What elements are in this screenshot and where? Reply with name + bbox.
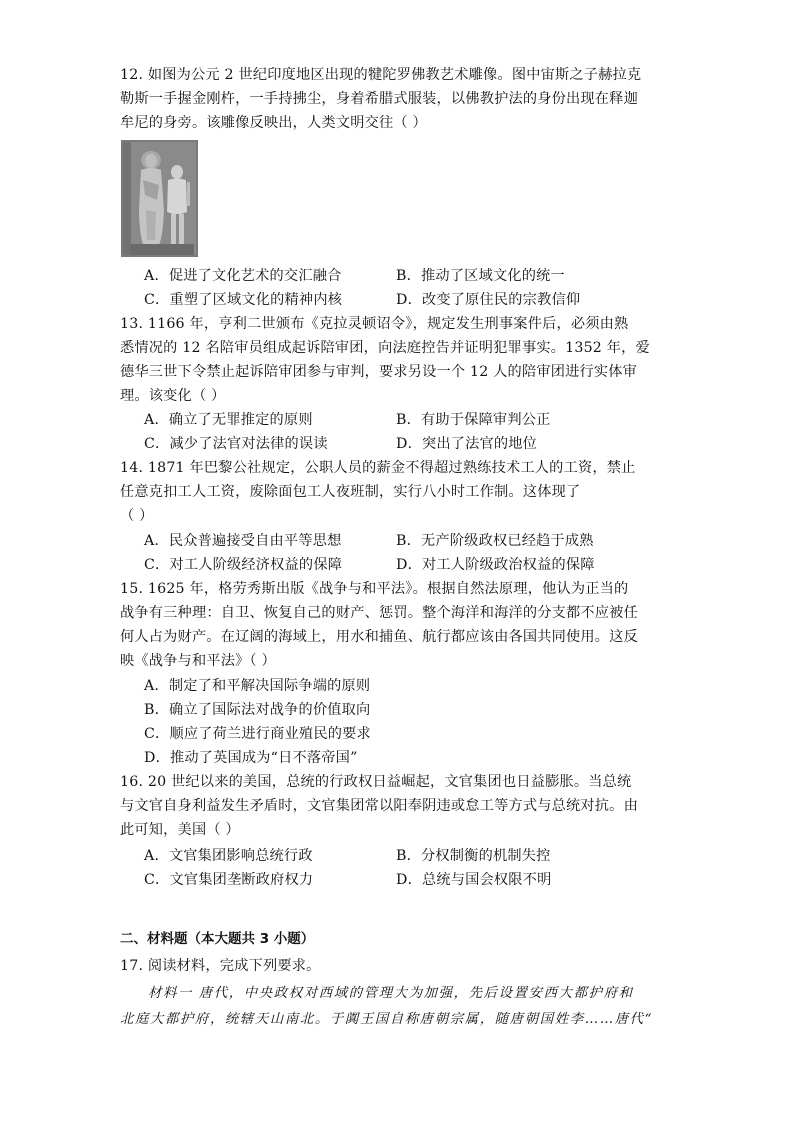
q12-line-2: 勒斯一手握金刚杵，一手持拂尘，身着希腊式服装，以佛教护法的身份出现在释迦 xyxy=(120,91,638,107)
q13-option-d[interactable]: D．突出了法官的地位 xyxy=(396,436,538,452)
q14-line-2: 任意克扣工人工资，废除面包工人夜班制，实行八小时工作制。这体现了 xyxy=(120,484,581,500)
q13-line-2: 悉情况的 12 名陪审员组成起诉陪审团，向法庭控告并证明犯罪事实。1352 年，爱 xyxy=(120,340,650,356)
q17-material-line-2: 北庭大都护府，统辖天山南北。于阗王国自称唐朝宗属，随唐朝国姓李……唐代“ xyxy=(120,1012,654,1027)
q12-option-a[interactable]: A．促进了文化艺术的交汇融合 xyxy=(144,268,342,284)
q16-line-3: 此可知，美国（ ） xyxy=(120,822,240,838)
q13-option-c[interactable]: C．减少了法官对法律的误读 xyxy=(144,436,328,452)
q15-line-2: 战争有三种理：自卫、恢复自己的财产、惩罚。整个海洋和海洋的分支都不应被任 xyxy=(120,605,638,621)
section-heading: 二、材料题（本大题共 3 小题） xyxy=(120,931,315,947)
q12-line-1: 12. 如图为公元 2 世纪印度地区出现的犍陀罗佛教艺术雕像。图中宙斯之子赫拉克 xyxy=(120,67,642,83)
q16-option-a[interactable]: A．文官集团影响总统行政 xyxy=(144,848,313,864)
q15-line-3: 何人占为财产。在辽阔的海域上，用水和捕鱼、航行都应该由各国共同使用。这反 xyxy=(120,629,638,645)
q15-line-4: 映《战争与和平法》（ ） xyxy=(120,653,276,669)
q14-option-c[interactable]: C．对工人阶级经济权益的保障 xyxy=(144,557,343,573)
q17-line-1: 17. 阅读材料，完成下列要求。 xyxy=(120,958,321,974)
q16-option-b[interactable]: B．分权制衡的机制失控 xyxy=(396,848,551,864)
q13-line-3: 德华三世下令禁止起诉陪审团参与审判，要求另设一个 12 人的陪审团进行实体审 xyxy=(120,364,638,380)
q12-option-d[interactable]: D．改变了原住民的宗教信仰 xyxy=(396,292,581,308)
q16-line-2: 与文官自身利益发生矛盾时，文官集团常以阳奉阴违或怠工等方式与总统对抗。由 xyxy=(120,798,638,814)
sculpture-drawing xyxy=(121,140,198,257)
q14-option-b[interactable]: B．无产阶级政权已经趋于成熟 xyxy=(396,533,594,549)
gandhara-sculpture-image xyxy=(121,140,198,257)
q12-option-c[interactable]: C．重塑了区域文化的精神内核 xyxy=(144,292,343,308)
q16-option-d[interactable]: D．总统与国会权限不明 xyxy=(396,872,552,888)
q17-material-line-1: 材料一 唐代，中央政权对西域的管理大为加强，先后设置安西大都护府和 xyxy=(148,986,634,1001)
q13-option-b[interactable]: B．有助于保障审判公正 xyxy=(396,412,551,428)
q12-option-b[interactable]: B．推动了区域文化的统一 xyxy=(396,268,565,284)
q14-line-1: 14. 1871 年巴黎公社规定，公职人员的薪金不得超过熟练技术工人的工资，禁止 xyxy=(120,460,636,476)
q15-option-d[interactable]: D．推动了英国成为“日不落帝国” xyxy=(144,750,358,766)
q16-option-c[interactable]: C．文官集团垄断政府权力 xyxy=(144,872,314,888)
q15-option-c[interactable]: C．顺应了荷兰进行商业殖民的要求 xyxy=(144,726,371,742)
q16-line-1: 16. 20 世纪以来的美国，总统的行政权日益崛起，文官集团也日益膨胀。当总统 xyxy=(120,774,632,790)
q15-option-b[interactable]: B．确立了国际法对战争的价值取向 xyxy=(144,702,371,718)
q14-option-a[interactable]: A．民众普遍接受自由平等思想 xyxy=(144,533,342,549)
q13-line-4: 理。该变化（ ） xyxy=(120,388,226,404)
q12-line-3: 牟尼的身旁。该雕像反映出，人类文明交往（ ） xyxy=(120,115,427,131)
q14-option-d[interactable]: D．对工人阶级政治权益的保障 xyxy=(396,557,595,573)
q13-line-1: 13. 1166 年，亨利二世颁布《克拉灵顿诏令》，规定发生刑事案件后，必须由熟 xyxy=(120,316,629,332)
q14-line-3: （ ） xyxy=(120,508,154,524)
q15-line-1: 15. 1625 年，格劳秀斯出版《战争与和平法》。根据自然法原理，他认为正当的 xyxy=(120,581,629,597)
q13-option-a[interactable]: A．确立了无罪推定的原则 xyxy=(144,412,313,428)
q15-option-a[interactable]: A．制定了和平解决国际争端的原则 xyxy=(144,678,371,694)
